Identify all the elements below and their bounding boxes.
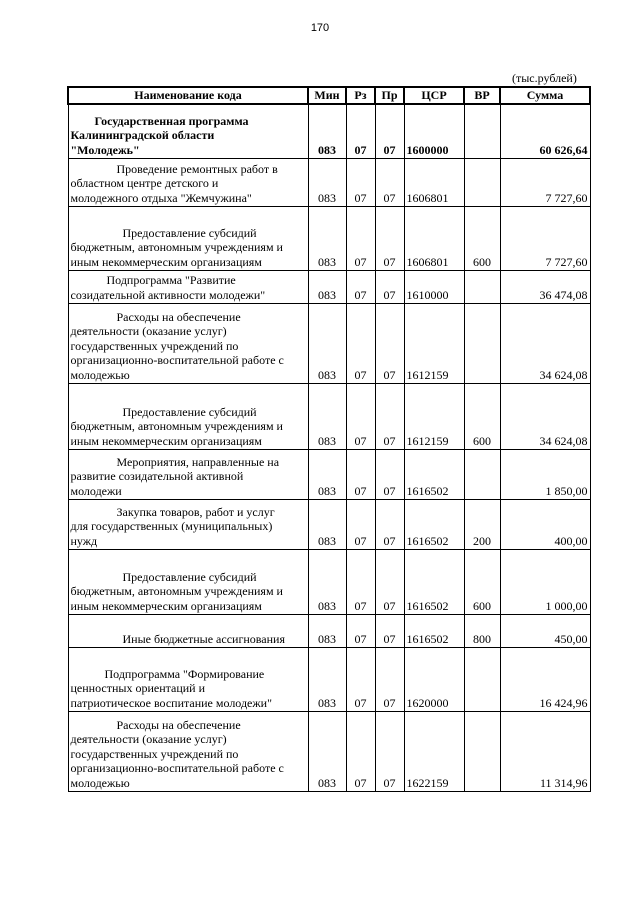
table-row [68, 104, 590, 158]
row-min: 083 [308, 647, 346, 711]
row-rz: 07 [346, 303, 375, 383]
row-name: Подпрограмма "Формирование ценностных ориентаций и патриотическое воспитание молодежи" [68, 647, 308, 711]
table-row [68, 206, 590, 270]
row-rz: 07 [346, 206, 375, 270]
table-row [68, 270, 590, 303]
row-vr: 600 [464, 549, 500, 614]
row-vr [464, 449, 500, 499]
row-vr [464, 104, 500, 158]
row-pr: 07 [375, 711, 404, 791]
row-vr [464, 270, 500, 303]
row-pr: 07 [375, 499, 404, 549]
row-min: 083 [308, 549, 346, 614]
header-csr: ЦСР [404, 87, 464, 104]
row-min: 083 [308, 614, 346, 647]
units-label: (тыс.рублей) [512, 71, 577, 85]
row-rz: 07 [346, 270, 375, 303]
header-rz: Рз [346, 87, 375, 104]
row-sum: 11 314,96 [500, 711, 590, 791]
header-min: Мин [308, 87, 346, 104]
row-sum: 1 000,00 [500, 549, 590, 614]
header-name: Наименование кода [68, 87, 308, 104]
row-name: Государственная программа Калининградской области "Молодежь" [68, 104, 308, 158]
row-vr [464, 158, 500, 206]
row-rz: 07 [346, 711, 375, 791]
row-name: Мероприятия, направленные на развитие созидательной активной молодежи [68, 449, 308, 499]
row-pr: 07 [375, 206, 404, 270]
row-pr: 07 [375, 449, 404, 499]
row-pr: 07 [375, 383, 404, 449]
row-csr: 1620000 [404, 647, 464, 711]
table-row [68, 711, 590, 791]
row-rz: 07 [346, 383, 375, 449]
row-sum: 34 624,08 [500, 303, 590, 383]
row-rz: 07 [346, 647, 375, 711]
row-vr [464, 647, 500, 711]
table-row [68, 499, 590, 549]
row-min: 083 [308, 499, 346, 549]
row-pr: 07 [375, 270, 404, 303]
row-name: Расходы на обеспечение деятельности (оказание услуг) государственных учреждений по организационно-воспитательной работе с молодежью [68, 711, 308, 791]
row-pr: 07 [375, 647, 404, 711]
row-min: 083 [308, 104, 346, 158]
row-vr: 800 [464, 614, 500, 647]
table-header-row [68, 87, 590, 104]
table-row [68, 383, 590, 449]
row-name: Предоставление субсидий бюджетным, автономным учреждениям и иным некоммерческим организациям [68, 383, 308, 449]
header-vr: ВР [464, 87, 500, 104]
row-rz: 07 [346, 104, 375, 158]
row-csr: 1612159 [404, 303, 464, 383]
row-pr: 07 [375, 303, 404, 383]
row-sum: 7 727,60 [500, 158, 590, 206]
row-rz: 07 [346, 614, 375, 647]
budget-table [67, 86, 591, 792]
header-pr: Пр [375, 87, 404, 104]
row-csr: 1616502 [404, 449, 464, 499]
row-rz: 07 [346, 158, 375, 206]
row-sum: 450,00 [500, 614, 590, 647]
row-vr: 600 [464, 206, 500, 270]
row-pr: 07 [375, 614, 404, 647]
row-pr: 07 [375, 158, 404, 206]
row-csr: 1616502 [404, 549, 464, 614]
row-name: Расходы на обеспечение деятельности (оказание услуг) государственных учреждений по организационно-воспитательной работе с молодежью [68, 303, 308, 383]
row-csr: 1606801 [404, 158, 464, 206]
row-sum: 36 474,08 [500, 270, 590, 303]
row-name: Иные бюджетные ассигнования [68, 614, 308, 647]
row-csr: 1612159 [404, 383, 464, 449]
row-min: 083 [308, 303, 346, 383]
row-rz: 07 [346, 499, 375, 549]
row-pr: 07 [375, 549, 404, 614]
row-name: Предоставление субсидий бюджетным, автономным учреждениям и иным некоммерческим организациям [68, 549, 308, 614]
page-number: 170 [310, 22, 330, 34]
header-sum: Сумма [500, 87, 590, 104]
row-vr: 600 [464, 383, 500, 449]
row-sum: 400,00 [500, 499, 590, 549]
row-pr: 07 [375, 104, 404, 158]
row-min: 083 [308, 449, 346, 499]
table-row [68, 158, 590, 206]
row-vr [464, 303, 500, 383]
row-sum: 1 850,00 [500, 449, 590, 499]
table-row [68, 647, 590, 711]
row-csr: 1616502 [404, 614, 464, 647]
table-row [68, 449, 590, 499]
row-rz: 07 [346, 549, 375, 614]
row-name: Подпрограмма "Развитие созидательной активности молодежи" [68, 270, 308, 303]
row-min: 083 [308, 158, 346, 206]
row-sum: 7 727,60 [500, 206, 590, 270]
row-min: 083 [308, 206, 346, 270]
row-name: Проведение ремонтных работ в областном центре детского и молодежного отдыха "Жемчужина" [68, 158, 308, 206]
row-csr: 1610000 [404, 270, 464, 303]
row-csr: 1606801 [404, 206, 464, 270]
row-min: 083 [308, 711, 346, 791]
row-name: Предоставление субсидий бюджетным, автономным учреждениям и иным некоммерческим организациям [68, 206, 308, 270]
row-name: Закупка товаров, работ и услуг для государственных (муниципальных) нужд [68, 499, 308, 549]
row-vr: 200 [464, 499, 500, 549]
table-row [68, 303, 590, 383]
row-min: 083 [308, 270, 346, 303]
row-csr: 1616502 [404, 499, 464, 549]
row-sum: 16 424,96 [500, 647, 590, 711]
row-csr: 1600000 [404, 104, 464, 158]
row-min: 083 [308, 383, 346, 449]
table-row [68, 549, 590, 614]
row-sum: 60 626,64 [500, 104, 590, 158]
row-csr: 1622159 [404, 711, 464, 791]
row-sum: 34 624,08 [500, 383, 590, 449]
table-row [68, 614, 590, 647]
row-vr [464, 711, 500, 791]
row-rz: 07 [346, 449, 375, 499]
